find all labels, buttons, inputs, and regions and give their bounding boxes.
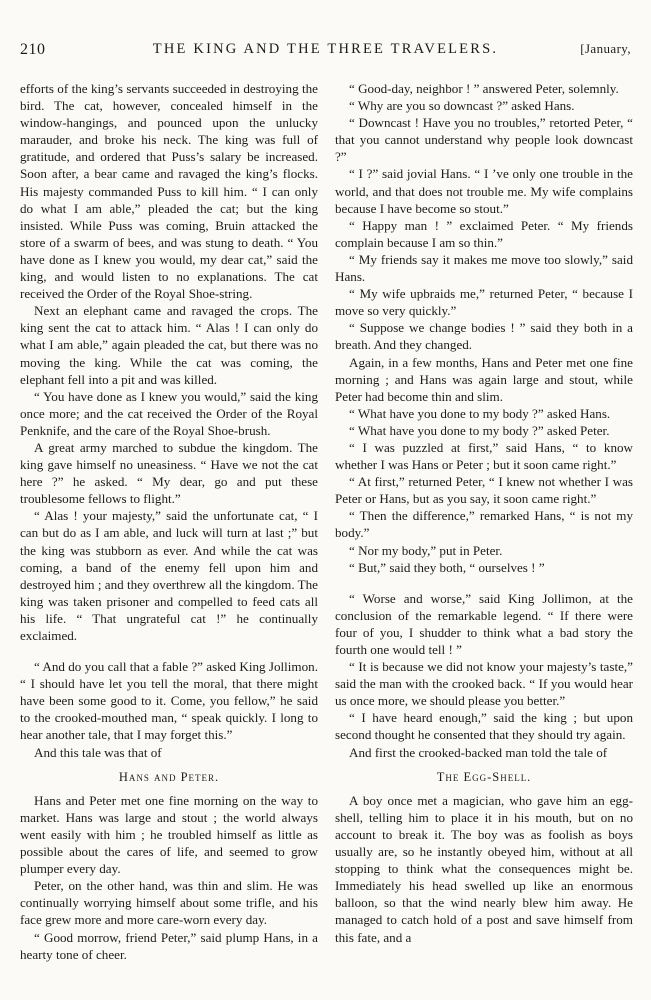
paragraph: “ Alas ! your majesty,” said the unfortunate cat, “ I can but do as I am able, and luck will turn at last ;” but the king was stubborn as ever. And while the cat was coming, a band of the enemy fell upon him and destroyed him ; and they overthrew all the kingdom. The king was taken prisoner and compelled to feed cats all his life. “ That ungrateful cat !” he continually exclaimed. xyxy=(20,508,318,643)
running-title: THE KING AND THE THREE TRAVELERS. xyxy=(152,41,499,57)
paragraph: “ At first,” returned Peter, “ I knew not whether I was Peter or Hans, but as you say, it soon came right.” xyxy=(335,474,633,507)
paragraph: “ I ?” said jovial Hans. “ I ’ve only one trouble in the world, and that does not trouble me. My wife complains because I have become so stout.” xyxy=(335,166,633,216)
paragraph: “ You have done as I knew you would,” said the king once more; and the cat received the Order of the Royal Penknife, and the care of the Royal Shoe-brush. xyxy=(20,388,318,438)
paragraph: Peter, on the other hand, was thin and slim. He was continually worrying himself about some trifle, and his face grew more and more care-worn every day. xyxy=(20,878,318,928)
paragraph: Next an elephant came and ravaged the crops. The king sent the cat to attack him. “ Alas ! I can only do what I am able,” again pleaded the cat, but there was no moving the king. While the cat was coming, the elephant fell into a pit and was killed. xyxy=(20,303,318,387)
paragraph: “ My wife upbraids me,” returned Peter, “ because I move so very quickly.” xyxy=(335,286,633,319)
section-heading-the-egg-shell: The Egg-Shell. xyxy=(436,769,532,784)
paragraph: “ What have you done to my body ?” asked Peter. xyxy=(349,422,610,438)
paragraph: “ I have heard enough,” said the king ; but upon second thought he consented that they should try again. xyxy=(335,710,633,743)
paragraph: And this tale was that of xyxy=(34,744,162,760)
paragraph: “ My friends say it makes me move too slowly,” said Hans. xyxy=(335,251,633,285)
paragraph: “ Why are you so downcast ?” asked Hans. xyxy=(349,98,575,114)
paragraph: “ Then the difference,” remarked Hans, “ is not my body.” xyxy=(335,508,633,541)
paragraph: “ Happy man ! ” exclaimed Peter. “ My friends complain because I am so thin.” xyxy=(335,217,633,250)
section-heading-hans-and-peter: Hans and Peter. xyxy=(118,769,220,784)
paragraph: “ And do you call that a fable ?” asked King Jollimon. “ I should have let you tell the moral, that there might have been some good to it. Come, you fellow,” he said to the crooked-mouthed man, “ speak quickly. I long to hear another tale, that I may forget this.” xyxy=(20,659,318,743)
paragraph: Again, in a few months, Hans and Peter met one fine morning ; and Hans was again large and stout, while Peter had become thin and slim. xyxy=(335,354,633,404)
paragraph: “ Nor my body,” put in Peter. xyxy=(349,542,503,558)
issue-month: [January, xyxy=(580,41,631,56)
right-column xyxy=(335,80,633,946)
paragraph: “ Good-day, neighbor ! ” answered Peter, solemnly. xyxy=(349,81,619,96)
paragraph: “ Worse and worse,” said King Jollimon, at the conclusion of the remarkable legend. “ If there were four of you, I shudder to think what a bad story the fourth one would tell ! ” xyxy=(335,590,633,657)
paragraph: A boy once met a magician, who gave him an egg-shell, telling him to place it in his mouth, but on no account to break it. The boy was as foolish as boys usually are, so he instantly obeyed him, without at all stopping to think what the consequences might be. Immediately his head swelled up like an enormous balloon, so that the wind nearly blew him away. He managed to catch hold of a post and save himself from this fate, and a xyxy=(335,792,633,945)
paragraph: “ Downcast ! Have you no troubles,” retorted Peter, “ that you cannot understand why people look downcast ?” xyxy=(335,115,633,165)
paragraph: “ What have you done to my body ?” asked Hans. xyxy=(349,405,611,421)
paragraph: “ It is because we did not know your majesty’s taste,” said the man with the crooked back. “ If you would hear us once more, we should please you better.” xyxy=(335,659,633,709)
paragraph: efforts of the king’s servants succeeded in destroying the bird. The cat, however, concealed himself in the window-hangings, and pounced upon the unlucky marauder, and broke his neck. The king was full of gratitude, and ordered that Puss’s salary be increased. Soon after, a bear came and ravaged the king’s flocks. His majesty commanded Puss to kill him. “ I can only do what I am able,” pleaded the cat; but the king insisted. While Puss was coming, Bruin attacked the store of a swarm of bees, and was stung to death. “ You have done as I knew you would, my dear cat,” said the king, and would listen to no explanations. The cat received the Order of the Royal Shoe-string. xyxy=(20,81,318,302)
paragraph: “ Good morrow, friend Peter,” said plump Hans, in a hearty tone of cheer. xyxy=(20,929,318,962)
paragraph: “ Suppose we change bodies ! ” said they both in a breath. And they changed. xyxy=(335,320,633,353)
paragraph: And first the crooked-backed man told the tale of xyxy=(349,744,608,760)
page-header xyxy=(20,41,631,61)
paragraph: A great army marched to subdue the kingdom. The king gave himself no uneasiness. “ Have we not the cat here ?” he asked. “ My dear, go and put these troublesome fellows to flight.” xyxy=(20,439,318,507)
page-number: 210 xyxy=(20,41,46,58)
paragraph: Hans and Peter met one fine morning on the way to market. Hans was large and stout ; the world always went easily with him ; he troubled himself as little as possible about the cares of life, and seemed to grow plumper every day. xyxy=(20,792,318,877)
paragraph: “ But,” said they both, “ ourselves ! ” xyxy=(349,559,545,575)
left-column xyxy=(20,80,318,963)
paragraph: “ I was puzzled at first,” said Hans, “ to know whether I was Hans or Peter ; but it soon came right.” xyxy=(335,439,633,473)
